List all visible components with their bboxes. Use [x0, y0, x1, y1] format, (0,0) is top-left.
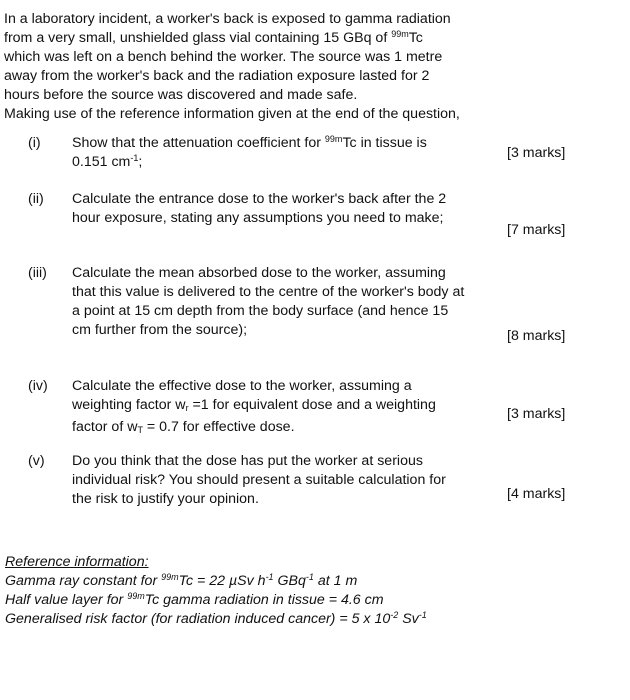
question-text: Do you think that the dose has put the worker at serious individual risk? You should present a suitable calculation for the risk to justify your opinion. — [72, 453, 446, 507]
half-value-layer: Half value layer for $^{99m}$Tc gamma radiation in tissue = 4.6 cm — [5, 591, 384, 608]
question-intro — [4, 10, 504, 124]
question-number: (v) — [28, 453, 45, 469]
marks-label: [3 marks] — [507, 406, 566, 422]
question-text: Show that the attenuation coefficient for $^{99m}$Tc in tissue is 0.151 $cm^{-1}$; — [72, 134, 427, 170]
intro-line: away from the worker's back and the radiation exposure lasted for 2 — [4, 68, 430, 84]
question-number: (iii) — [28, 265, 47, 281]
question-number: (i) — [28, 135, 41, 151]
intro-line: Making use of the reference information given at the end of the question, — [4, 106, 460, 122]
reference-information — [5, 553, 605, 629]
intro-line: In a laboratory incident, a worker's back is exposed to gamma radiation — [4, 11, 451, 27]
risk-factor: Generalised risk factor (for radiation induced cancer) = 5 x $10^{-2}$ $Sv^{-1}$ — [5, 610, 427, 627]
question-text: Calculate the entrance dose to the worker's back after the 2 hour exposure, stating any assumptions you need to make; — [72, 191, 447, 226]
question-text: Calculate the effective dose to the worker, assuming a weighting factor $w_r =1$ for equivalent dose and a weighting factor of $w_T = 0.7$ for effective dose. — [72, 378, 436, 435]
marks-label: [8 marks] — [507, 328, 566, 344]
intro-line: which was left on a bench behind the worker. The source was 1 metre — [4, 49, 443, 65]
intro-line: hours before the source was discovered and made safe. — [4, 87, 358, 103]
intro-line: from a very small, unshielded glass vial containing 15 GBq of $^{99m}$Tc — [4, 29, 423, 46]
question-text: Calculate the mean absorbed dose to the worker, assuming that this value is delivered to the centre of the worker's body at a point at 15 cm depth from the body surface (and hence 15 cm further from the source); — [72, 265, 465, 338]
question-number: (ii) — [28, 191, 44, 207]
marks-label: [7 marks] — [507, 222, 566, 238]
marks-label: [4 marks] — [507, 486, 566, 502]
question-number: (iv) — [28, 378, 48, 394]
gamma-ray-constant: Gamma ray constant for $^{99m}$Tc = 22 µSv $h^{-1}$ GBq$^{-1}$ at 1 m — [5, 572, 358, 589]
marks-label: [3 marks] — [507, 145, 566, 161]
reference-heading: Reference information: — [5, 554, 149, 570]
